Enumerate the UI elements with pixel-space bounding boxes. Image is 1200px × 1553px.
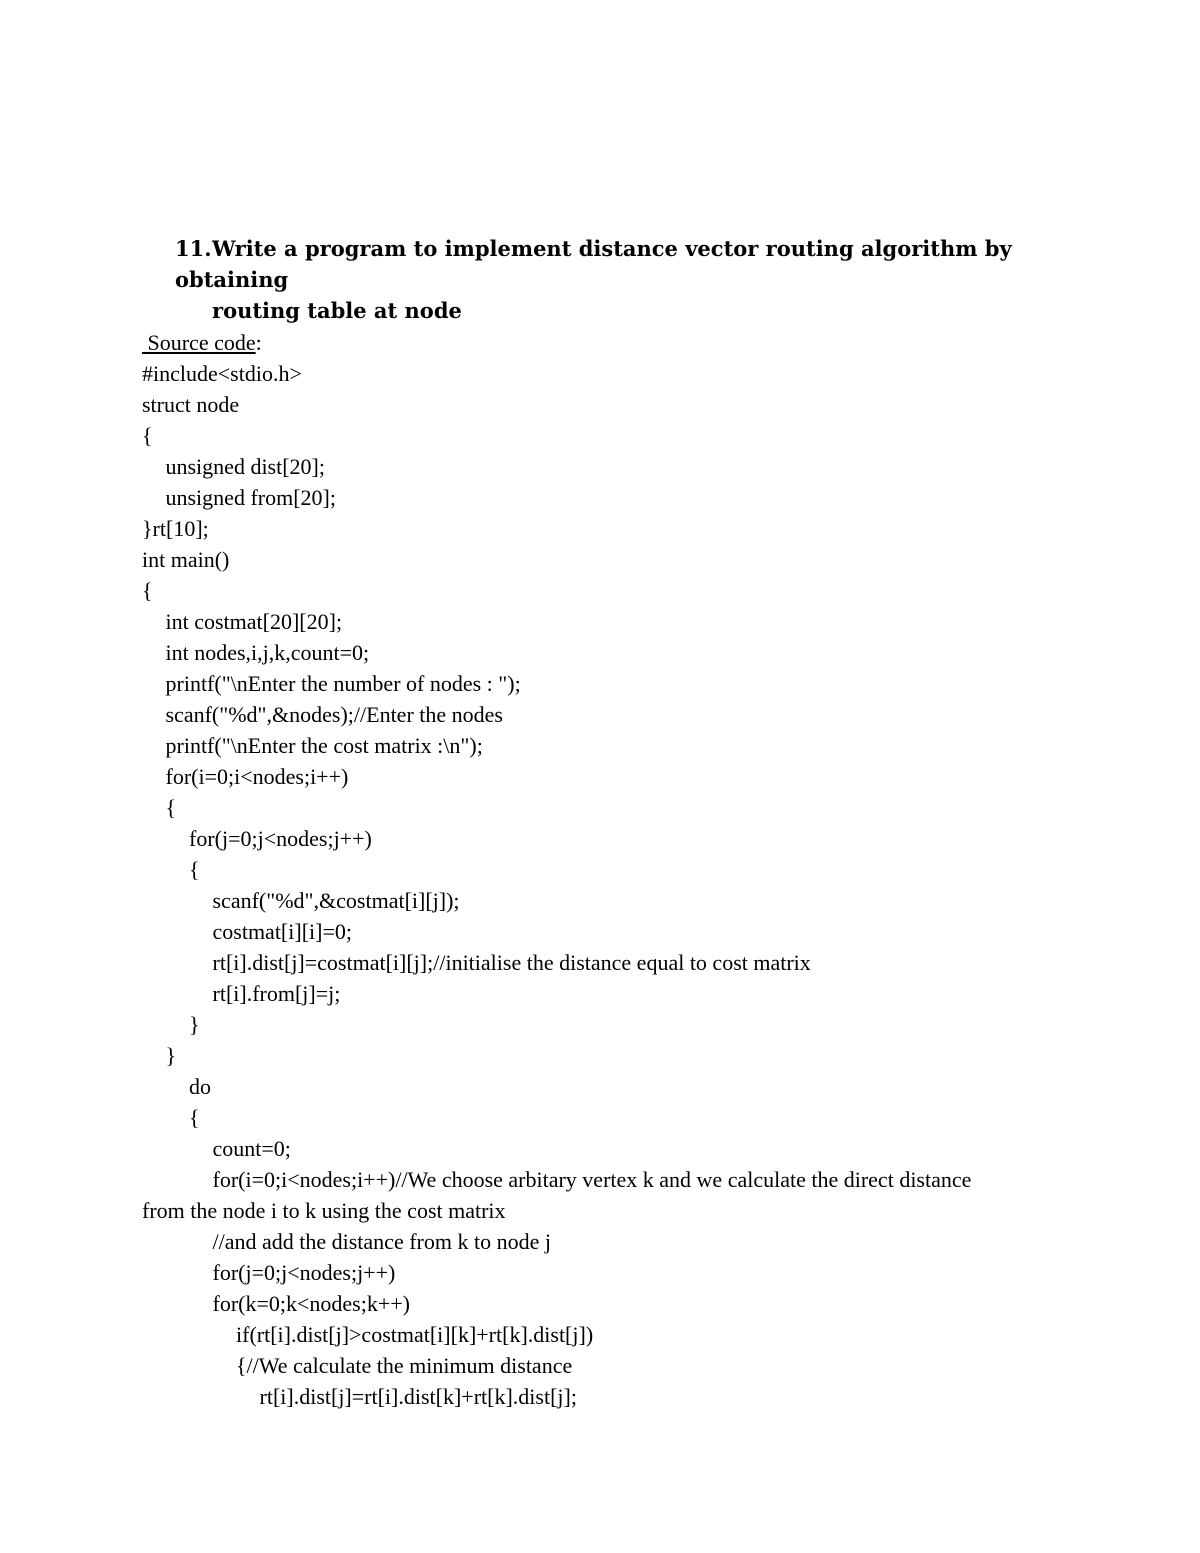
code-line: scanf("%d",&costmat[i][j]); — [212, 888, 460, 913]
code-line: printf("\nEnter the cost matrix :\n"); — [165, 733, 483, 758]
code-line: }rt[10]; — [142, 516, 209, 541]
code-line: int costmat[20][20]; — [165, 609, 343, 634]
code-line: {//We calculate the minimum distance — [236, 1353, 573, 1378]
code-line: scanf("%d",&nodes);//Enter the nodes — [165, 702, 503, 727]
code-line: if(rt[i].dist[j]>costmat[i][k]+rt[k].dist[j]) — [236, 1322, 594, 1347]
source-code-label: Source code — [142, 330, 256, 355]
code-line: { — [189, 1105, 200, 1130]
code-line: { — [142, 423, 153, 448]
code-line: count=0; — [212, 1136, 291, 1161]
code-lines — [142, 358, 1142, 1412]
source-code-label-line — [142, 327, 1142, 358]
exercise-heading — [175, 233, 1055, 326]
code-line: rt[i].from[j]=j; — [212, 981, 341, 1006]
code-line: { — [189, 857, 200, 882]
code-line: #include<stdio.h> — [142, 361, 302, 386]
exercise-title-line-1: Write a program to implement distance vector routing algorithm by obtaining — [175, 236, 1012, 292]
source-code-label-colon: : — [255, 330, 262, 355]
code-line: for(i=0;i<nodes;i++) — [165, 764, 349, 789]
code-line: struct node — [142, 392, 240, 417]
code-line: { — [165, 795, 177, 820]
code-line: unsigned dist[20]; — [165, 454, 325, 479]
code-line: rt[i].dist[j]=costmat[i][j];//initialise the distance equal to cost matrix — [212, 950, 811, 975]
code-line: costmat[i][i]=0; — [212, 919, 352, 944]
code-line: unsigned from[20]; — [165, 485, 336, 510]
code-line: rt[i].dist[j]=rt[i].dist[k]+rt[k].dist[j]; — [259, 1384, 577, 1409]
code-line: from the node i to k using the cost matrix — [142, 1198, 506, 1223]
source-code-block — [142, 327, 1142, 1412]
code-line: //and add the distance from k to node j — [212, 1229, 551, 1254]
code-line: } — [189, 1012, 200, 1037]
exercise-title-line-2: routing table at node — [212, 298, 462, 323]
code-line: for(j=0;j<nodes;j++) — [189, 826, 372, 851]
code-line: do — [189, 1074, 211, 1099]
code-line: { — [142, 578, 153, 603]
code-line: printf("\nEnter the number of nodes : "); — [165, 671, 521, 696]
code-line: } — [165, 1043, 177, 1068]
code-line: int nodes,i,j,k,count=0; — [165, 640, 370, 665]
code-line: for(j=0;j<nodes;j++) — [212, 1260, 396, 1285]
exercise-number: 11. — [175, 236, 212, 261]
code-line: int main() — [142, 547, 230, 572]
code-line: for(i=0;i<nodes;i++)//We choose arbitary vertex k and we calculate the direct distance — [212, 1167, 972, 1192]
code-line: for(k=0;k<nodes;k++) — [212, 1291, 410, 1316]
